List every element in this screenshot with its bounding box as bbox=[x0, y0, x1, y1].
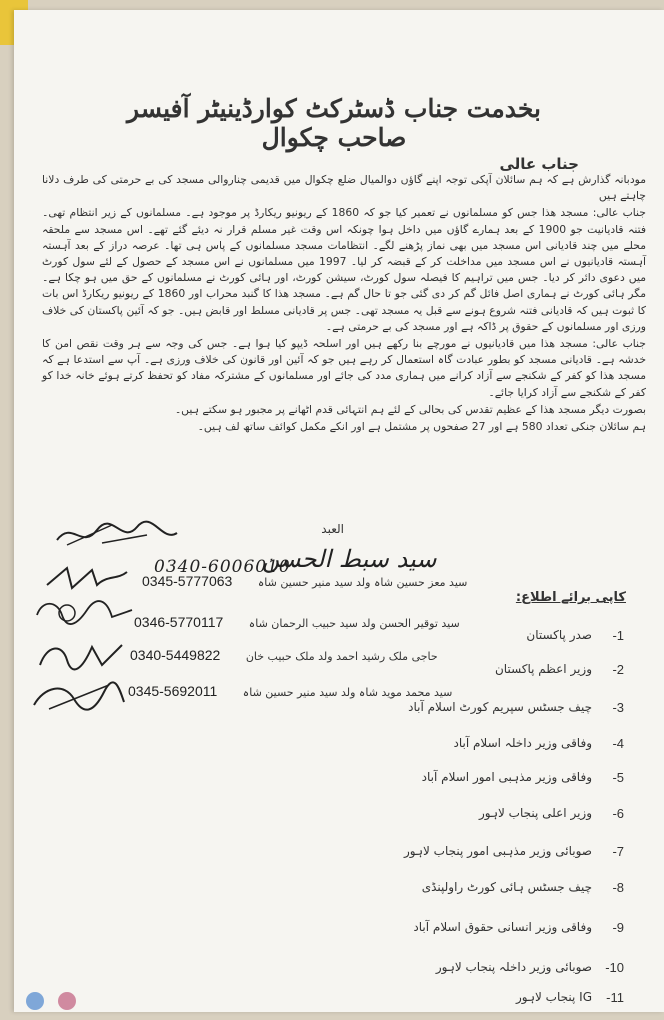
signatory-row bbox=[142, 573, 467, 589]
copy-recipient bbox=[364, 700, 624, 730]
signatory-phone: 0340-5449822 bbox=[130, 647, 221, 663]
signatory-name: حاجی ملک رشید احمد ولد ملک حبیب خان bbox=[245, 650, 438, 663]
copy-recipient bbox=[364, 960, 624, 990]
recipient-text: وفاقی وزیر داخلہ اسلام آباد bbox=[453, 736, 592, 750]
letter-body bbox=[42, 172, 646, 512]
recipient-text: چیف جسٹس ہائی کورٹ راولپنڈی bbox=[421, 880, 592, 894]
recipient-text: IG پنجاب لاہور bbox=[515, 990, 592, 1004]
signatory-name: سید توقیر الحسن ولد سید حبیب الرحمان شاہ bbox=[248, 617, 460, 630]
signature-scribble-5 bbox=[29, 677, 129, 717]
copies-heading: کاپی برائے اطلاع: bbox=[515, 590, 626, 605]
letter-title: بخدمت جناب ڈسٹرکٹ کوارڈینیٹر آفیسر صاحب چکوال bbox=[127, 94, 541, 152]
bottom-circle-icon bbox=[58, 992, 76, 1010]
paragraph-warning: بصورت دیگر مسجد ھذا کے عظیم تقدس کی بحالی کے لئے ہم انتہائی قدم اٹھانے پر مجبور ہو سکتے ہیں۔ bbox=[174, 402, 646, 416]
recipient-text: وفاقی وزیر انسانی حقوق اسلام آباد bbox=[413, 920, 592, 934]
recipient-text: چیف جسٹس سپریم کورٹ اسلام آباد bbox=[408, 700, 592, 714]
recipient-number: -7 bbox=[612, 844, 624, 859]
paragraph-history: جناب عالی: مسجد ھذا جس کو مسلمانوں نے تعمیر کیا جو کہ 1860 کے ریونیو ریکارڈ پر موجود ہے۔ مسلمانوں کے زیر انتظام تھی۔ فتنہ قادیانیت جو 1900 کے بعد ہمارے گاؤں میں داخل ہوا چونکہ اس وقت غیر مسلم قرار نہ دیئے گئے تھے۔ اس مسجد سے ملحقہ محلے میں چند قادیانی اس مسجد میں بھی نماز پڑھنے لگے۔ انتظامات مسجد مسلمانوں کے پاس ہی تھا۔ عرصہ دراز کے بعد آہستہ آہستہ قادیانیوں نے اس مسجد میں مداخلت کر کے قبضہ کر لیا۔ 1997 میں مسلمانوں نے اس مسجد کے حصول کے لئے سول کورٹ میں دعوی دائر کر دیا۔ جس میں تراہیم کا فیصلہ سول کورٹ، سیشن کورٹ، اور ہائی کورٹ نے مسلمانوں کے حق میں ہو چکا ہے۔ مگر ہائی کورٹ نے ہماری اصل فائل گم کر دی گئی جو تا حال گم ہے۔ مسجد ھذا کا گنبد محراب اور 1860 کے ریونیو ریکارڈ اس بات کا ثبوت ہیں کہ قادیانی فتنہ شروع ہونے سے قبل یہ مسجد تھی۔ جس پر قادیانی مسلط اور قابض ہیں۔ جو کہ آئین پاکستان کی خلاف ورزی اور مسلمانوں کے حقوق پر ڈاکہ ہے اور مسجد کی بے حرمتی ہے۔ bbox=[42, 206, 646, 333]
recipient-number: -5 bbox=[612, 770, 624, 785]
copy-recipient bbox=[364, 736, 624, 766]
paragraph-request: جناب عالی: مسجد ھذا میں قادیانیوں نے مورچے بنا رکھے ہیں اور اسلحہ ڈیپو کیا ہوا ہے۔ جس کی وجہ سے ہر وقت نقص امن کا خدشہ ہے۔ قادیانی مسجد کو بطور عبادت گاہ استعمال کر رہے ہیں جو کہ آئین اور قانون کی خلاف ورزی ہے۔ آپ سے استدعا ہے کہ مسجد ھذا کو کفر کے شکنجے سے آزاد کرانے میں ہماری مدد کی جائے اور مسلمانوں کے مشترکہ مفاد کو تحفظ کرتے ہوئے خانہ خدا کو کفر کے شکنجے سے آزاد کرایا جائے۔ bbox=[42, 337, 646, 399]
recipient-number: -3 bbox=[612, 700, 624, 715]
copy-recipient bbox=[364, 770, 624, 800]
recipient-number: -11 bbox=[606, 990, 624, 1005]
signatory-phone: 0345-5777063 bbox=[142, 573, 233, 589]
recipient-number: -9 bbox=[612, 920, 624, 935]
recipient-text: وفاقی وزیر مذہبی امور اسلام آباد bbox=[421, 770, 592, 784]
copy-recipient bbox=[364, 990, 624, 1020]
copy-recipient bbox=[364, 880, 624, 910]
recipient-number: -10 bbox=[605, 960, 624, 975]
recipient-number: -1 bbox=[612, 628, 624, 643]
signatory-phone: 0345-5692011 bbox=[128, 683, 218, 699]
copy-recipient bbox=[364, 662, 624, 692]
salutation: جناب عالی bbox=[499, 155, 579, 173]
closing-text: العبد bbox=[321, 522, 344, 536]
copy-recipient bbox=[364, 920, 624, 950]
handwritten-phone: 0340-6006010 bbox=[154, 557, 291, 577]
paragraph-signatory-count: ہم سائلان جنکی تعداد 580 ہے اور 27 صفحوں پر مشتمل ہے اور انکے مکمل کوائف ساتھ لف ہیں۔ bbox=[197, 420, 646, 434]
recipient-text: وزیر اعظم پاکستان bbox=[494, 662, 592, 676]
copy-recipient bbox=[364, 844, 624, 874]
signatory-phone: 0346-5770117 bbox=[134, 614, 224, 630]
paragraph-intro: مودبانہ گذارش ہے کہ ہم سائلان آپکی توجہ اپنے گاؤں دوالمیال ضلع چکوال میں قدیمی چناروالی مسجد کی بے حرمتی کی طرف دلانا چاہتے ہیں bbox=[42, 173, 646, 203]
signatory-name: سید معز حسین شاہ ولد سید منیر حسین شاہ bbox=[257, 576, 468, 589]
copy-recipient bbox=[364, 628, 624, 658]
signature-scribble-4 bbox=[32, 635, 132, 675]
signature-scribble-1 bbox=[52, 515, 182, 555]
recipient-text: صوبائی وزیر مذہبی امور پنجاب لاہور bbox=[403, 844, 592, 858]
recipient-number: -8 bbox=[612, 880, 624, 895]
recipient-number: -6 bbox=[612, 806, 624, 821]
bottom-circle-icon bbox=[26, 992, 44, 1010]
recipient-text: صوبائی وزیر داخلہ پنجاب لاہور bbox=[435, 960, 592, 974]
letter-page bbox=[14, 10, 664, 1012]
recipient-number: -2 bbox=[612, 662, 624, 677]
handwritten-signatory-name: سید سبط الحسن bbox=[262, 545, 437, 573]
copy-recipient bbox=[364, 806, 624, 836]
recipient-text: وزیر اعلی پنجاب لاہور bbox=[479, 806, 592, 820]
signature-scribble-2 bbox=[42, 560, 132, 595]
recipient-number: -4 bbox=[612, 736, 624, 751]
signature-scribble-3 bbox=[32, 595, 142, 630]
signatory-name: سید محمد موید شاہ ولد سید منیر حسین شاہ bbox=[242, 686, 453, 699]
recipient-text: صدر پاکستان bbox=[526, 628, 592, 642]
